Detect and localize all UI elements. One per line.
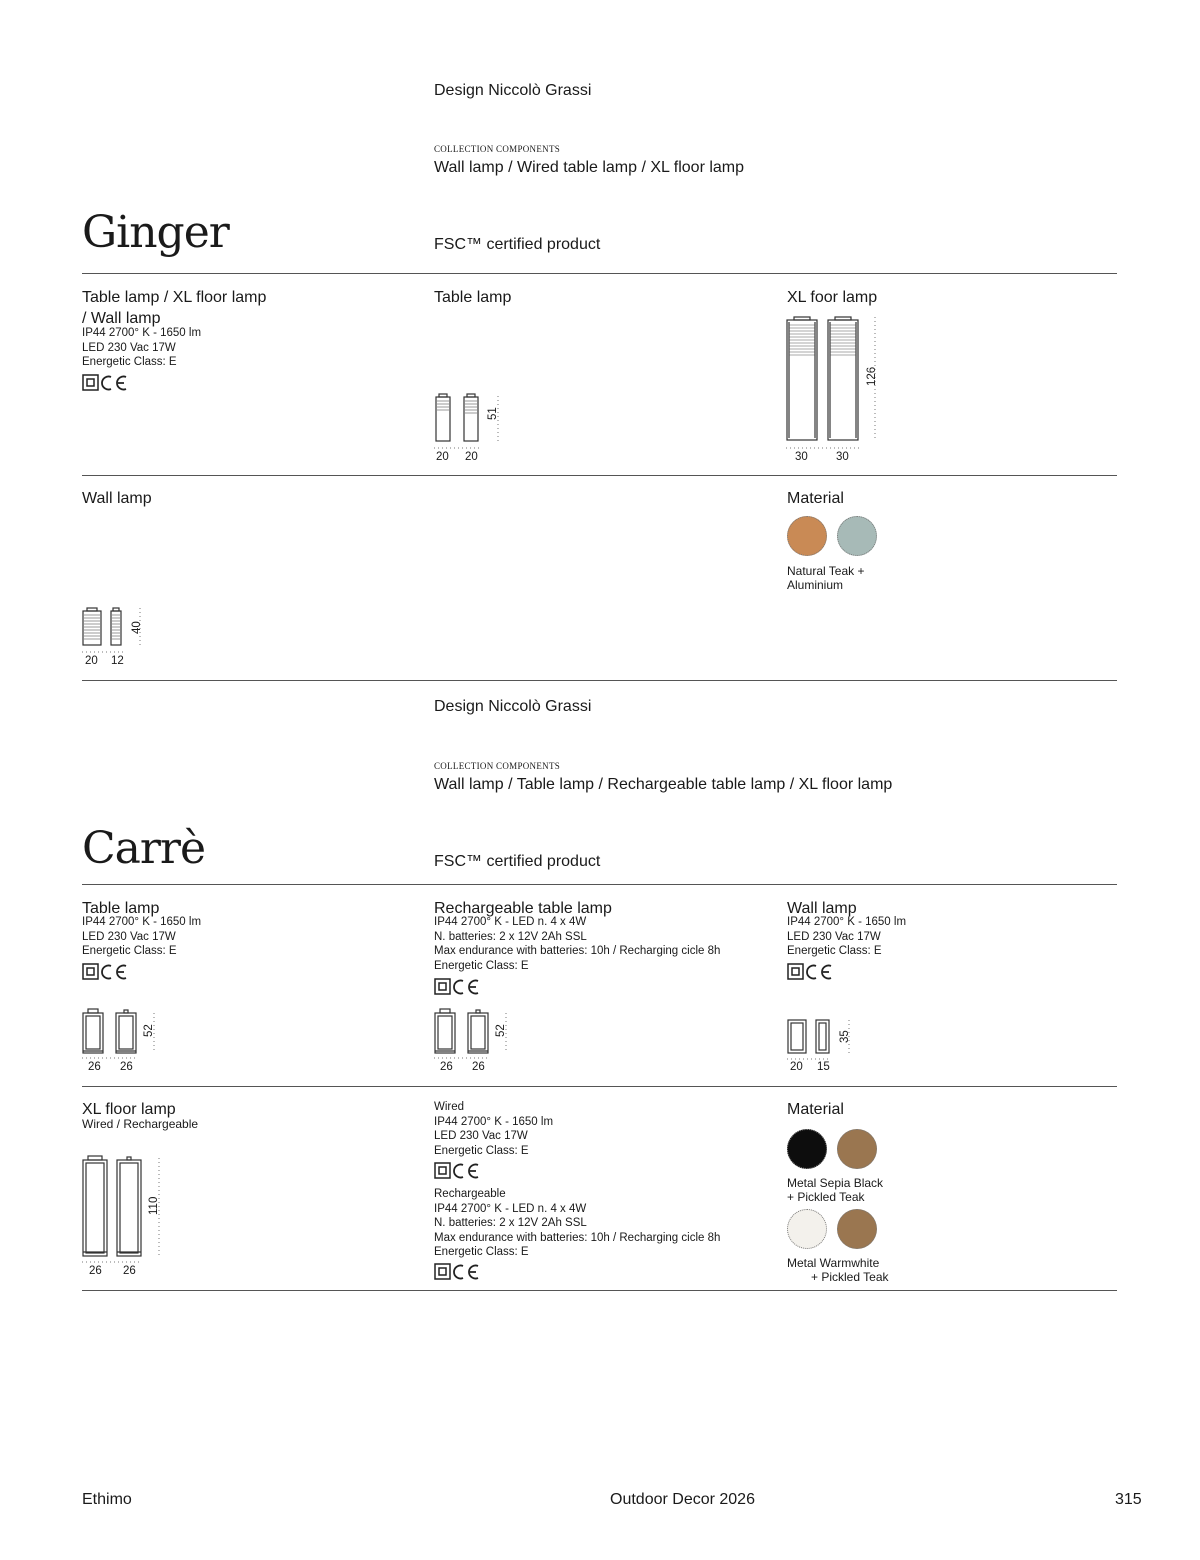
- carre-material-heading: Material: [787, 1101, 844, 1118]
- spec-line: LED 230 Vac 17W: [82, 341, 176, 354]
- spec-line: N. batteries: 2 x 12V 2Ah SSL: [434, 930, 587, 943]
- swatch-pickled-teak[interactable]: [837, 1129, 877, 1169]
- spec-line: Energetic Class: E: [787, 945, 882, 957]
- swatch-metal-warmwhite[interactable]: [787, 1209, 827, 1249]
- ginger-xl-floor-heading: XL foor lamp: [787, 289, 878, 306]
- material-label-line: Metal Sepia Black: [787, 1176, 884, 1190]
- page-number: 315: [1115, 1491, 1142, 1508]
- carre-xl-wired-specs: [434, 1100, 553, 1158]
- ginger-wall-lamp-heading: Wall lamp: [82, 490, 152, 507]
- spec-line: Max endurance with batteries: 10h / Recharging cicle 8h: [434, 1231, 721, 1244]
- spec-line: Energetic Class: E: [82, 356, 177, 368]
- ce-mark-icon: [454, 1165, 478, 1178]
- spec-line: IP44 2700° K - 1650 lm: [82, 327, 202, 339]
- spec-line: Energetic Class: E: [82, 945, 177, 957]
- swatch-pickled-teak[interactable]: [837, 1209, 877, 1249]
- carre-components-label: COLLECTION COMPONENTS: [434, 761, 561, 771]
- height-label: 51: [487, 407, 499, 420]
- spec-line: IP44 2700° K - LED n. 4 x 4W: [434, 916, 587, 928]
- ce-mark-icon: [102, 377, 126, 390]
- height-label: 126: [866, 366, 878, 386]
- divider: [82, 884, 1117, 885]
- carre-xl-floor-drawing: [78, 1150, 178, 1280]
- height-label: 110: [148, 1196, 160, 1215]
- spec-line: LED 230 Vac 17W: [82, 930, 176, 943]
- cert-icons: [82, 963, 130, 981]
- dimension-label: 26: [440, 1061, 453, 1073]
- swatch-aluminium[interactable]: [837, 516, 877, 556]
- material-label-line: + Pickled Teak: [811, 1270, 889, 1284]
- spec-line: IP44 2700° K - 1650 lm: [434, 1115, 554, 1128]
- ginger-title: Ginger: [82, 207, 229, 258]
- dimension-label: 26: [89, 1265, 102, 1277]
- ginger-table-lamp-heading: Table lamp: [434, 289, 512, 306]
- carre-rechargeable-heading: Rechargeable table lamp: [434, 900, 612, 917]
- height-label: 40: [131, 621, 143, 634]
- ginger-components: Wall lamp / Wired table lamp / XL floor lamp: [434, 159, 745, 176]
- ginger-xl-floor-drawing: [782, 312, 892, 462]
- height-label: 52: [495, 1024, 507, 1037]
- carre-rechargeable-specs: [434, 899, 720, 973]
- spec-line: LED 230 Vac 17W: [787, 930, 881, 943]
- carre-material-label: [787, 1256, 889, 1284]
- spec-line: LED 230 Vac 17W: [434, 1130, 528, 1142]
- double-insulation-icon: [435, 979, 450, 994]
- ce-mark-icon: [807, 966, 831, 979]
- double-insulation-icon: [83, 964, 98, 979]
- double-insulation-icon: [83, 375, 98, 390]
- cert-icons: [434, 978, 482, 996]
- dimension-label: 26: [123, 1265, 136, 1277]
- carre-xl-floor-subheading: Wired / Rechargeable: [82, 1117, 199, 1131]
- divider: [82, 1290, 1117, 1291]
- height-label: 35: [839, 1030, 851, 1043]
- carre-table-lamp-specs: [82, 899, 201, 959]
- ce-mark-icon: [454, 1266, 478, 1279]
- ce-mark-icon: [102, 966, 126, 979]
- carre-xl-floor-heading: XL floor lamp: [82, 1101, 176, 1118]
- carre-designer: Design Niccolò Grassi: [434, 698, 592, 715]
- cert-icons: [787, 963, 835, 981]
- dimension-label: 20: [85, 655, 98, 667]
- ginger-fsc-label: FSC™ certified product: [434, 236, 601, 253]
- double-insulation-icon: [435, 1264, 450, 1279]
- carre-wall-lamp-specs: [787, 899, 906, 959]
- wired-label: Wired: [434, 1101, 465, 1113]
- carre-title: Carrè: [82, 823, 206, 874]
- dimension-label: 12: [111, 655, 124, 667]
- ginger-components-label: COLLECTION COMPONENTS: [434, 144, 561, 154]
- cert-icons: [82, 374, 130, 392]
- footer-catalog: Outdoor Decor 2026: [610, 1491, 755, 1508]
- divider: [82, 680, 1117, 681]
- material-label-line: + Pickled Teak: [787, 1190, 865, 1204]
- carre-wall-lamp-heading: Wall lamp: [787, 900, 857, 917]
- dimension-label: 26: [88, 1061, 101, 1073]
- ginger-specs: [82, 288, 266, 370]
- spec-line: Energetic Class: E: [434, 1246, 529, 1258]
- height-label: 52: [143, 1024, 155, 1037]
- carre-xl-floor-specs: [82, 1100, 198, 1131]
- divider: [82, 273, 1117, 274]
- ginger-material-heading: Material: [787, 490, 844, 507]
- spec-line: IP44 2700° K - LED n. 4 x 4W: [434, 1202, 587, 1215]
- carre-fsc-label: FSC™ certified product: [434, 853, 601, 870]
- divider: [82, 475, 1117, 476]
- cert-icons: [434, 1263, 482, 1281]
- rechargeable-label: Rechargeable: [434, 1188, 506, 1200]
- double-insulation-icon: [435, 1163, 450, 1178]
- ce-mark-icon: [454, 981, 478, 994]
- material-label-line: Aluminium: [787, 578, 844, 592]
- swatch-metal-sepia-black[interactable]: [787, 1129, 827, 1169]
- spec-line: IP44 2700° K - 1650 lm: [82, 916, 202, 928]
- footer-brand: Ethimo: [82, 1491, 132, 1508]
- ginger-specs-heading-2: / Wall lamp: [82, 310, 161, 327]
- carre-table-lamp-heading: Table lamp: [82, 900, 160, 917]
- spec-line: N. batteries: 2 x 12V 2Ah SSL: [434, 1217, 587, 1229]
- spec-line: Energetic Class: E: [434, 959, 529, 972]
- spec-line: Energetic Class: E: [434, 1144, 529, 1157]
- material-label-line: Natural Teak +: [787, 564, 865, 578]
- dimension-label: 30: [836, 451, 849, 463]
- divider: [82, 1086, 1117, 1087]
- dimension-label: 20: [436, 451, 449, 463]
- double-insulation-icon: [788, 964, 803, 979]
- dimension-label: 20: [465, 451, 478, 463]
- dimension-label: 26: [472, 1061, 485, 1073]
- spec-line: IP44 2700° K - 1650 lm: [787, 916, 907, 928]
- carre-xl-rechargeable-specs: [434, 1187, 720, 1260]
- spec-line: Max endurance with batteries: 10h / Recharging cicle 8h: [434, 945, 721, 957]
- ginger-designer: Design Niccolò Grassi: [434, 82, 592, 99]
- ginger-specs-heading-1: Table lamp / XL floor lamp: [82, 289, 267, 306]
- dimension-label: 30: [795, 451, 808, 463]
- dimension-label: 20: [790, 1061, 803, 1073]
- carre-material-label: [787, 1176, 883, 1204]
- cert-icons: [434, 1162, 482, 1180]
- swatch-natural-teak[interactable]: [787, 516, 827, 556]
- material-label-line: Metal Warmwhite: [787, 1256, 880, 1270]
- ginger-material-label: [787, 564, 865, 592]
- carre-components: Wall lamp / Table lamp / Rechargeable table lamp / XL floor lamp: [434, 776, 893, 793]
- dimension-label: 26: [120, 1061, 133, 1073]
- dimension-label: 15: [817, 1061, 830, 1073]
